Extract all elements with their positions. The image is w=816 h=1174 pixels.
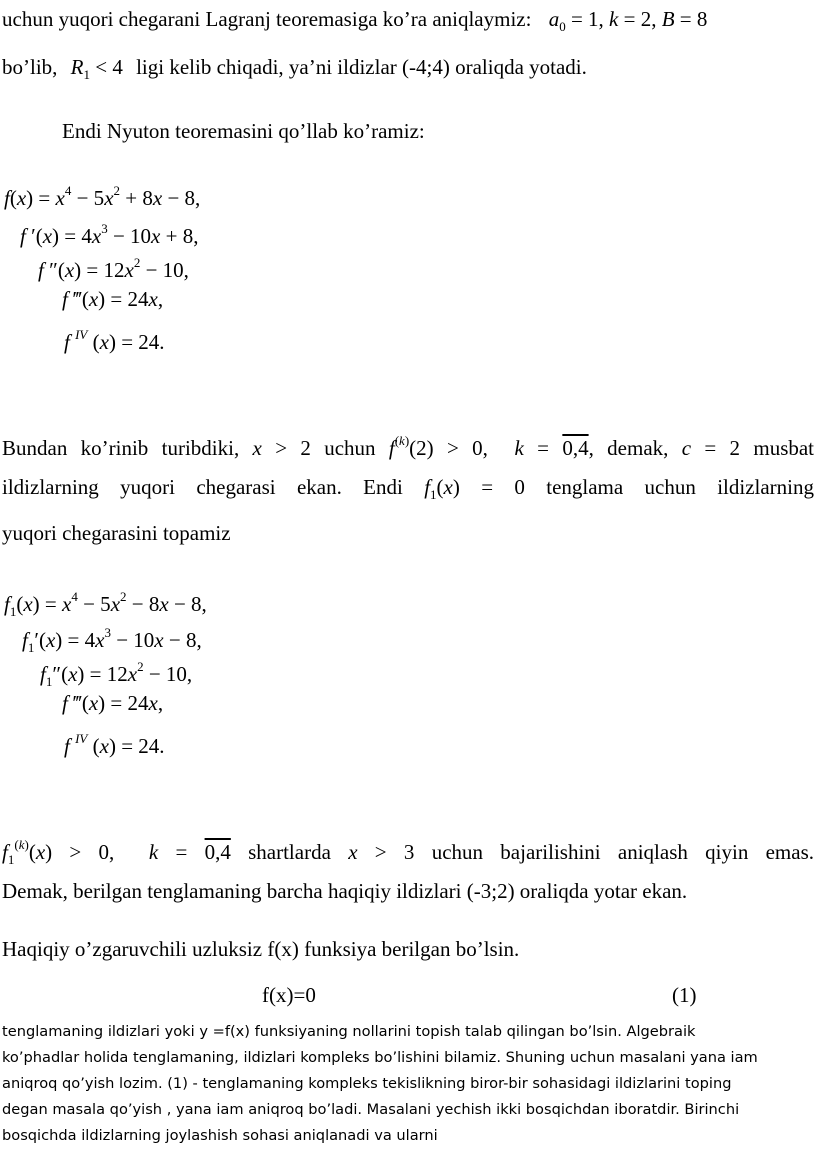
equation-f1: $f_1(x) = x^4 - 5x^2 - 8x - 8$, [4,589,207,619]
equation-f-prime: f $'(x) = 4x^3 - 10x + 8$, [20,221,199,248]
equation-f1-prime: $f_1'(x) = 4x^3 - 10x - 8$, [22,625,202,655]
text-paragraph-5: Demak, berilgan tenglamaning barcha haqiqiy ildizlari (-3;2) oraliqda yotar ekan. [2,879,688,903]
body-line-4: degan masala qo’yish , yana iam aniqroq bo’ladi. Masalani yechish ikki bosqichdan iboratdir. Birinchi [2,1101,740,1118]
body-line-5: bosqichda ildizlarning joylashish sohasi aniqlanadi va ularni [2,1127,438,1144]
equation-f-second: f $''(x) = 12x^2 - 10$, [38,255,189,282]
text-line-2: bo’lib, $R_1 < 4$ ligi kelib chiqadi, ya’ni ildizlar (-4;4) oraliqda yotadi. [2,55,587,82]
text-paragraph-2: ildizlarning yuqori chegarasi ekan. Endi $f_1(x) = 0$ tenglama uchun ildizlarning [2,475,815,502]
equation-main: f(x)=0 [262,983,316,1007]
body-line-2: ko’phadlar holida tenglamaning, ildizlari kompleks bo’lishini bilamiz. Shuning uchun masalani yana iam [2,1049,758,1066]
equation-f-fourth: f $^{IV}$ (x) = 24. [64,327,165,354]
equation-f1-third: f ‴(x) = 24x, [62,691,164,715]
text-paragraph-3: yuqori chegarasini topamiz [2,521,231,545]
lagrange-conditions: $a_0 = 1$, k = 2, B = 8 [548,7,708,34]
text-line-3: Endi Nyuton teoremasini qo’llab ko’ramiz: [62,119,425,143]
text-paragraph-1: Bundan ko’rinib turibdiki, x > 2 uchun $f^{(k)}(2) > 0$, k = 0,4, demak, c = 2 musbat [2,433,815,460]
body-line-1: tenglamaning ildizlari yoki y =f(x) funksiyaning nollarini topish talab qilingan bo’lsin. Algebraik [2,1023,696,1040]
text-paragraph-6: Haqiqiy o’zgaruvchili uzluksiz f(x) funksiya berilgan bo’lsin. [2,937,520,961]
r1-bound: $R_1 < 4$ [70,55,123,82]
equation-f1-fourth: f $^{IV}$ (x) = 24. [64,731,165,758]
body-line-3: aniqroq qo’yish lozim. (1) - tenglamaning kompleks tekislikning biror-bir sohasidagi ildizlarini toping [2,1075,732,1092]
equation-f: $f(x) = x^4 - 5x^2 + 8x - 8$, [4,183,201,210]
text-line-1: uchun yuqori chegarani Lagranj teoremasiga ko’ra aniqlaymiz: $a_0 = 1$, k = 2, B = 8 [2,7,708,34]
equation-f1-second: $f_1''(x) = 12x^2 - 10$, [40,659,193,689]
equation-f-third: f ‴(x) = 24x, [62,287,164,311]
text-paragraph-4: $f_1^{(k)}(x) > 0$, k = 0,4 shartlarda x > 3 uchun bajarilishini aniqlash qiyin emas. [2,837,815,867]
equation-number: (1) [672,983,697,1007]
